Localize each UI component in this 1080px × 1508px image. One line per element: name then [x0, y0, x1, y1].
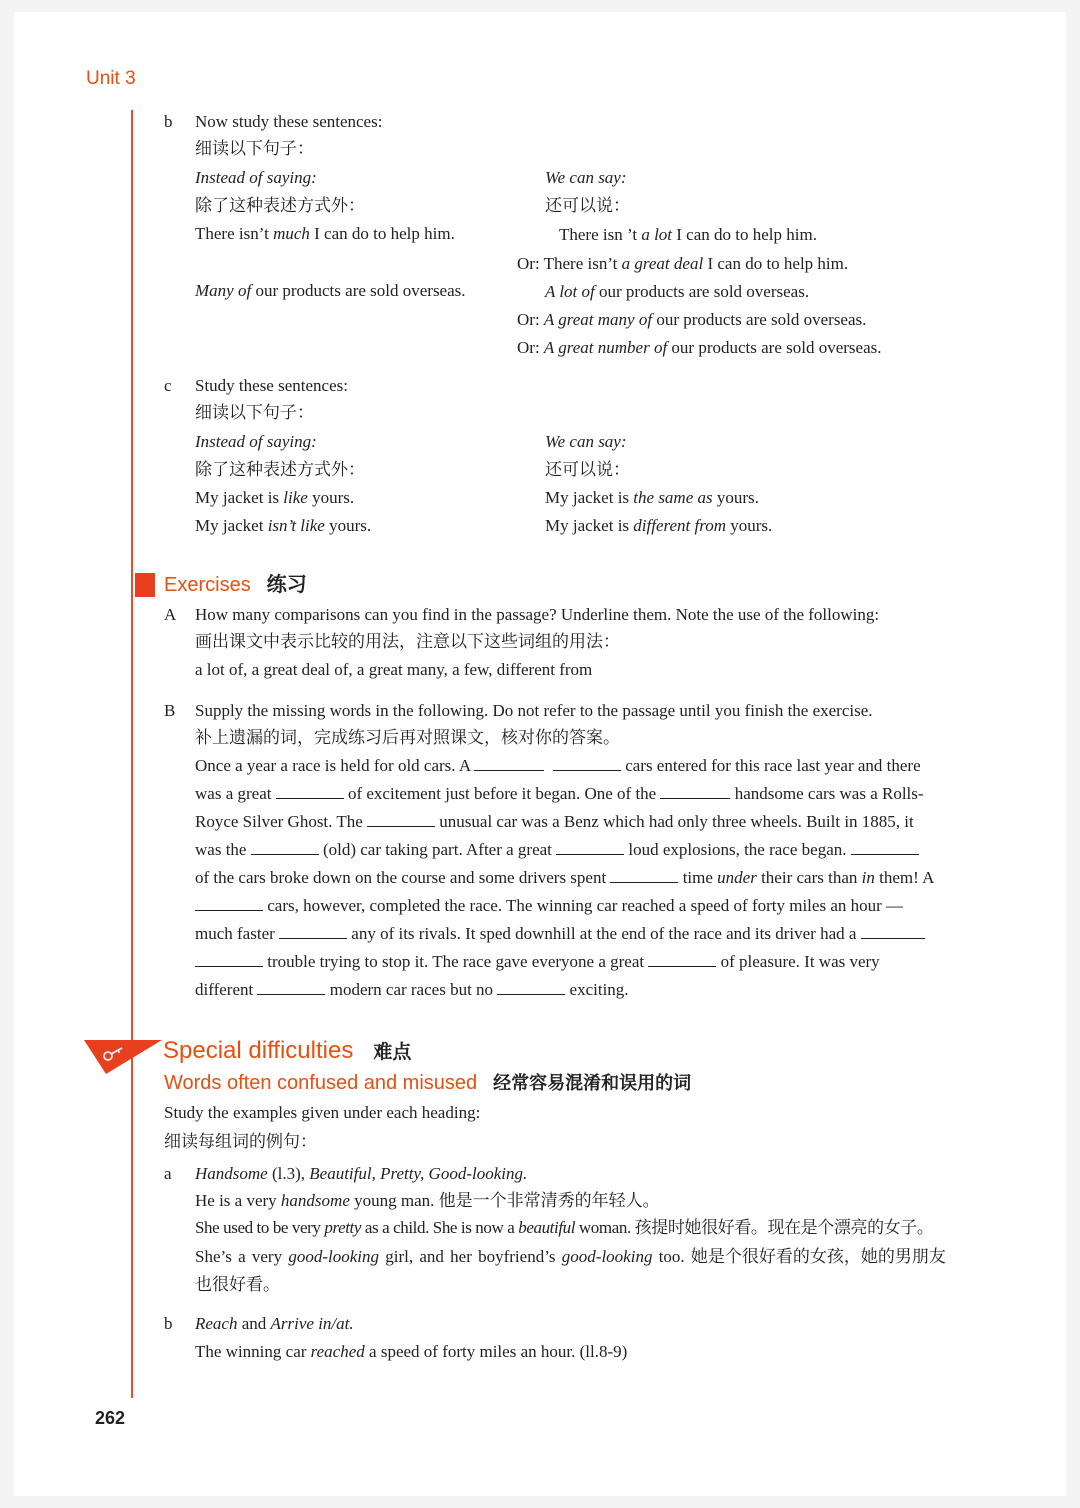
cloze-blank[interactable] — [257, 980, 325, 995]
cloze-line-2: was a great of excitement just before it began. One of the handsome cars was a Rolls- — [195, 784, 924, 803]
section-b-marker: b — [164, 112, 173, 131]
special-b-marker: b — [164, 1314, 173, 1333]
special-a-example-1: He is a very handsome young man. 他是一个非常清秀的年轻人。 — [195, 1191, 660, 1210]
cloze-blank[interactable] — [367, 812, 435, 827]
exercise-b-marker: B — [164, 701, 176, 720]
exercise-a-text: How many comparisons can you find in the passage? Underline them. Note the use of the following: — [195, 605, 880, 624]
cloze-blank[interactable] — [861, 924, 925, 939]
cloze-line-6: cars, however, completed the race. The winning car reached a speed of forty miles an hour — — [195, 892, 985, 920]
unit-label: Unit 3 — [86, 68, 136, 89]
cloze-blank[interactable] — [610, 868, 678, 883]
section-b-left-heading-cn: 除了这种表述方式外： — [195, 196, 365, 215]
exercise-a-marker: A — [164, 605, 177, 624]
cloze-line-4: was the (old) car taking part. After a great loud explosions, the race began. — [195, 836, 985, 864]
cloze-blank[interactable] — [276, 784, 344, 799]
section-c-marker: c — [164, 376, 172, 395]
section-b-left-sentence-1: There isn’t much I can do to help him. — [195, 224, 455, 243]
exercises-marker-block — [135, 573, 155, 597]
cloze-blank[interactable] — [497, 980, 565, 995]
cloze-blank[interactable] — [251, 840, 319, 855]
cloze-blank[interactable] — [195, 952, 263, 967]
cloze-line-1: Once a year a race is held for old cars. A cars entered for this race last year and there — [195, 756, 921, 775]
section-c-right-heading-cn: 还可以说： — [545, 460, 630, 479]
exercises-title: Exercises 练习 — [164, 574, 307, 596]
exercise-a-text-cn: 画出课文中表示比较的用法，注意以下这些词组的用法： — [195, 632, 620, 651]
section-b-right-heading: We can say: — [545, 168, 627, 187]
special-intro: Study the examples given under each heading: — [164, 1103, 481, 1122]
section-c-right-sentence-2: My jacket is different from yours. — [545, 516, 773, 535]
special-subtitle: Words often confused and misused 经常容易混淆和误用的词 — [164, 1072, 692, 1094]
special-a-heading: Handsome (l.3), Beautiful, Pretty, Good-looking. — [195, 1164, 528, 1183]
section-b-title-cn: 细读以下句子： — [195, 139, 314, 158]
section-b-right-heading-cn: 还可以说： — [545, 196, 630, 215]
cloze-line-7: much faster any of its rivals. It sped downhill at the end of the race and its driver had a — [195, 920, 985, 948]
cloze-blank[interactable] — [195, 896, 263, 911]
special-a-marker: a — [164, 1164, 172, 1183]
section-b-right-sentence-3: A lot of our products are sold overseas. — [545, 282, 810, 301]
special-intro-cn: 细读每组词的例句： — [164, 1132, 317, 1151]
cloze-line-9: different modern car races but no exciting. — [195, 980, 629, 999]
cloze-line-8: trouble trying to stop it. The race gave everyone a great of pleasure. It was very — [195, 948, 985, 976]
special-difficulties-title: Special difficulties 难点 — [163, 1037, 412, 1064]
section-b-left-sentence-2: Many of our products are sold overseas. — [195, 281, 466, 300]
special-a-example-3: She’s a very good-looking girl, and her boyfriend’s good-looking too. 她是个很好看的女孩，她的男朋友 — [195, 1247, 946, 1266]
section-b-right-sentence-4: Or: A great many of our products are sold overseas. — [517, 310, 867, 329]
cloze-blank[interactable] — [474, 756, 544, 771]
cloze-blank[interactable] — [648, 952, 716, 967]
page-number: 262 — [95, 1408, 126, 1428]
exercise-b-text-cn: 补上遗漏的词，完成练习后再对照课文，核对你的答案。 — [195, 728, 620, 747]
exercise-b-text: Supply the missing words in the following. Do not refer to the passage until you finish the exercise. — [195, 701, 873, 720]
cloze-blank[interactable] — [660, 784, 730, 799]
cloze-blank[interactable] — [556, 840, 624, 855]
special-b-example-1: The winning car reached a speed of forty miles an hour. (ll.8-9) — [195, 1342, 628, 1361]
exercise-b-cloze-passage — [195, 752, 985, 1004]
section-b-right-sentence-1: There isn ’t a lot I can do to help him. — [559, 225, 817, 244]
cloze-blank[interactable] — [851, 840, 919, 855]
section-c-left-heading-cn: 除了这种表述方式外： — [195, 460, 365, 479]
margin-rule — [131, 110, 133, 1398]
section-b-title: Now study these sentences: — [195, 112, 383, 131]
section-c-title-cn: 细读以下句子： — [195, 403, 314, 422]
section-c-title: Study these sentences: — [195, 376, 348, 395]
cloze-line-3: Royce Silver Ghost. The unusual car was a Benz which had only three wheels. Built in 1885, it — [195, 812, 914, 831]
exercise-a-phrase-list: a lot of, a great deal of, a great many, a few, different from — [195, 660, 593, 679]
section-c-left-heading: Instead of saying: — [195, 432, 317, 451]
section-c-right-heading: We can say: — [545, 432, 627, 451]
section-c-left-sentence-2: My jacket isn’t like yours. — [195, 516, 372, 535]
special-a-example-3-cont: 也很好看。 — [195, 1275, 280, 1294]
cloze-blank[interactable] — [279, 924, 347, 939]
section-b-left-heading: Instead of saying: — [195, 168, 317, 187]
section-c-left-sentence-1: My jacket is like yours. — [195, 488, 355, 507]
cloze-blank[interactable] — [553, 756, 621, 771]
section-b-right-sentence-5: Or: A great number of our products are sold overseas. — [517, 338, 882, 357]
cloze-line-5: of the cars broke down on the course and some drivers spent time under their cars than in them! A — [195, 868, 935, 887]
section-c-right-sentence-1: My jacket is the same as yours. — [545, 488, 759, 507]
special-a-example-2: She used to be very pretty as a child. She is now a beautiful woman. 孩提时她很好看。现在是个漂亮的女子。 — [195, 1218, 934, 1237]
section-b-right-sentence-2: Or: There isn’t a great deal I can do to help him. — [517, 254, 849, 273]
special-b-heading: Reach and Arrive in/at. — [195, 1314, 354, 1333]
key-icon — [84, 1040, 164, 1076]
